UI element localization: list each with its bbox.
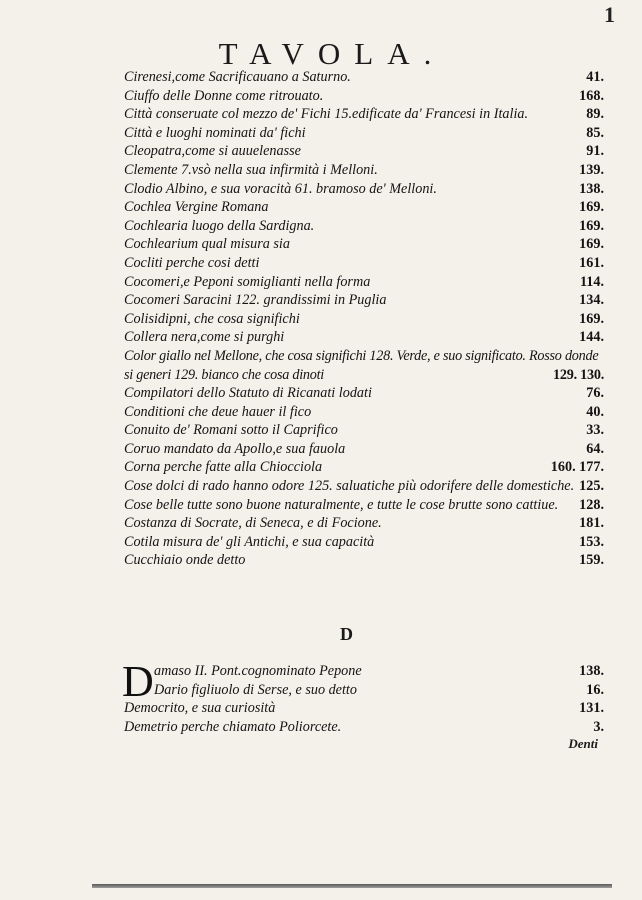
entry-page-number: 40. (586, 403, 604, 420)
entry-text: Cucchiaio onde detto (124, 552, 246, 569)
entry-text: Costanza di Socrate, di Seneca, e di Focione. (124, 515, 382, 532)
entry-text: Conditioni che deue hauer il fico (124, 403, 312, 420)
entry-text: Cocliti perche cosi detti (124, 254, 260, 271)
entry-page-number: 153. (579, 533, 604, 550)
index-entry (124, 68, 604, 87)
index-entry (124, 681, 604, 700)
entry-page-number: 128. (579, 496, 604, 513)
entry-text: Collera nera,come si purghi (124, 329, 285, 346)
index-entry (124, 551, 604, 570)
index-entry (124, 105, 604, 124)
index-entry (124, 254, 604, 273)
entry-text: Conuito de' Romani sotto il Caprifico (124, 422, 338, 439)
entry-text: Coruo mandato da Apollo,e sua fauola (124, 440, 346, 457)
entry-page-number: 138. (579, 663, 604, 679)
index-entry (124, 87, 604, 106)
entry-text: Democrito, e sua curiosità (124, 700, 276, 717)
entry-page-number: 160. 177. (550, 459, 604, 476)
entry-page-number: 64. (586, 440, 604, 457)
entry-text: Cochlea Vergine Romana (124, 199, 269, 216)
entry-page-number: 168. (579, 87, 604, 104)
index-entry (124, 477, 604, 496)
index-entry (124, 403, 604, 422)
index-entry (124, 699, 604, 718)
index-entry (124, 347, 604, 384)
entry-page-number: 114. (579, 273, 604, 290)
entry-page-number: 159. (579, 552, 604, 569)
entry-text: Cotila misura de' gli Antichi, e sua capacità (124, 533, 375, 550)
entry-text: Città e luoghi nominati da' fichi (124, 124, 306, 141)
entry-page-number: 169. (579, 199, 604, 216)
index-section-c (124, 68, 604, 570)
entry-page-number: 139. (579, 161, 604, 178)
entry-text: Demetrio perche chiamato Poliorcete. (124, 718, 342, 735)
index-entry (124, 198, 604, 217)
index-entry (124, 310, 604, 329)
entry-text: Città conseruate col mezzo de' Fichi 15.edificate da' Francesi in Italia. (124, 106, 529, 123)
catchword: Denti (568, 736, 598, 751)
index-entry (124, 217, 604, 236)
entry-page-number: 181. (579, 515, 604, 532)
entry-text: Cocomeri Saracini 122. grandissimi in Puglia (124, 292, 387, 309)
index-entry (124, 328, 604, 347)
entry-page-number: 125. (579, 478, 604, 495)
entry-text: Compilatori dello Statuto di Ricanati lodati (124, 385, 372, 402)
index-entry (124, 124, 604, 143)
index-entry (124, 718, 604, 737)
index-entry (124, 161, 604, 180)
entry-text: Cirenesi,come Sacrificauano a Saturno. (124, 69, 351, 85)
entry-page-number: 138. (579, 180, 604, 197)
corner-mark: 1 (604, 2, 615, 27)
entry-page-number: 76. (586, 385, 604, 402)
entry-page-number: 91. (586, 143, 604, 160)
entry-text: Ciuffo delle Donne come ritrouato. (124, 87, 324, 104)
entry-text: Colisidipni, che cosa significhi (124, 310, 300, 327)
entry-text: Cose belle tutte sono buone naturalmente, e tutte le cose brutte sono cattiue. (124, 496, 559, 513)
entry-page-number: 85. (586, 124, 604, 141)
entry-page-number: 144. (579, 329, 604, 346)
running-head: TAVOLA. (218, 36, 446, 71)
entry-text: Clodio Albino, e sua voracità 61. bramoso de' Melloni. (124, 180, 437, 197)
index-entry (124, 180, 604, 199)
entry-page-number: 33. (586, 422, 604, 439)
entry-text: Cochlearium qual misura sia (124, 236, 290, 253)
index-entry (124, 421, 604, 440)
index-entry (124, 142, 604, 161)
index-entry (124, 496, 604, 515)
entry-page-number: 131. (579, 700, 604, 717)
entry-text: Cose dolci di rado hanno odore 125. saluatiche più odorifere delle domestiche. (124, 478, 575, 495)
entry-page-number: 3. (593, 718, 604, 735)
index-entry (124, 514, 604, 533)
entry-text: Cochlearia luogo della Sardigna. (124, 217, 315, 234)
index-section-d (122, 657, 604, 736)
index-entry (124, 291, 604, 310)
entry-page-number: 169. (579, 310, 604, 327)
entry-text: Corna perche fatte alla Chiocciola (124, 459, 323, 476)
entry-text: amaso II. Pont.cognominato Pepone (154, 663, 362, 679)
entry-page-number: 134. (579, 292, 604, 309)
section-letter: D (340, 624, 353, 644)
entry-page-number: 161. (579, 254, 604, 271)
index-entry (124, 273, 604, 292)
index-entry (124, 662, 604, 681)
entry-text: Cleopatra,come si auuelenasse (124, 143, 301, 160)
entry-page-number: 16. (586, 681, 604, 698)
entry-page-number: 129. 130. (553, 366, 604, 383)
drop-capital: D (122, 657, 154, 706)
index-entry (124, 440, 604, 459)
entry-text: Cocomeri,e Peponi somiglianti nella forma (124, 273, 371, 290)
entry-text: Clemente 7.vsò nella sua infirmità i Melloni. (124, 161, 378, 178)
index-entry (124, 458, 604, 477)
entry-text: Dario figliuolo di Serse, e suo detto (154, 681, 357, 698)
entry-page-number: 41. (586, 69, 604, 85)
index-entry (124, 384, 604, 403)
entry-page-number: 169. (579, 236, 604, 253)
index-entry (124, 533, 604, 552)
entry-page-number: 169. (579, 217, 604, 234)
index-entry (124, 235, 604, 254)
entry-page-number: 89. (586, 106, 604, 123)
entry-text: Color giallo nel Mellone, che cosa significhi 128. Verde, e suo significato. Rosso donde si generi 129. bianco che cosa dinoti (124, 347, 599, 383)
bottom-edge-rule (92, 884, 612, 888)
